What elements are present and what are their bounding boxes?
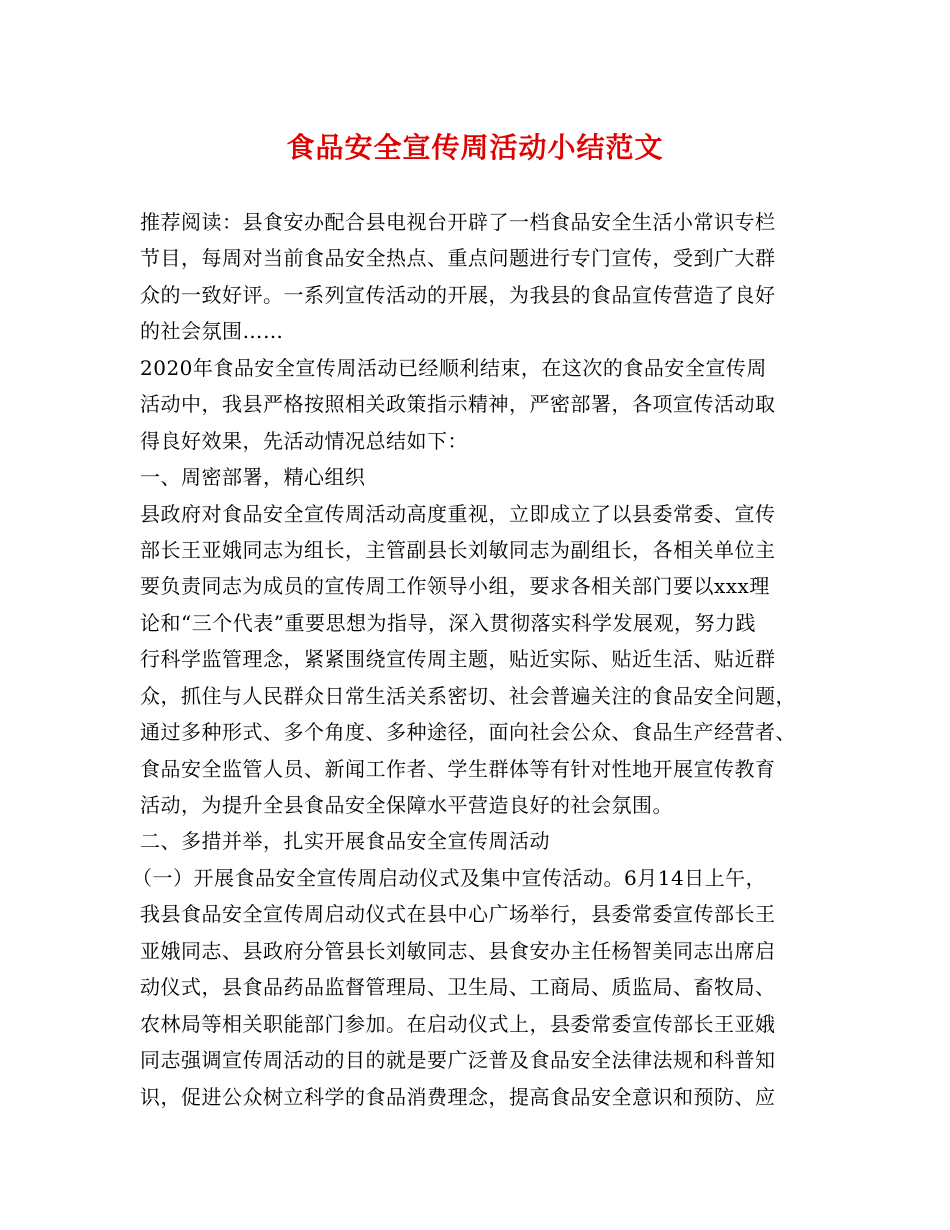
body-line: 亚娥同志、县政府分管县长刘敏同志、县食安办主任杨智美同志出席启 xyxy=(140,938,776,963)
document-body xyxy=(132,204,830,1115)
body-line: 活动中，我县严格按照相关政策指示精神，严密部署，各项宣传活动取 xyxy=(140,392,776,417)
body-line: 部长王亚娥同志为组长，主管副县长刘敏同志为副组长，各相关单位主 xyxy=(140,537,776,562)
body-line: 食品安全监管人员、新闻工作者、学生群体等有针对性地开展宣传教育 xyxy=(140,756,776,781)
body-line: 众，抓住与人民群众日常生活关系密切、社会普遍关注的食品安全问题， xyxy=(140,683,796,708)
section-heading: 二、多措并举，扎实开展食品安全宣传周活动 xyxy=(140,829,550,854)
body-line: 节目，每周对当前食品安全热点、重点问题进行专门宣传，受到广大群 xyxy=(140,246,776,271)
document-title: 食品安全宣传周活动小结范文 xyxy=(286,131,664,164)
body-line: 论和“三个代表”重要思想为指导，深入贯彻落实科学发展观，努力践 xyxy=(140,610,756,635)
body-line: 我县食品安全宣传周启动仪式在县中心广场举行，县委常委宣传部长王 xyxy=(140,902,776,927)
subsection-line: （一）开展食品安全宣传周启动仪式及集中宣传活动。6月14日上午， xyxy=(132,865,767,890)
body-line: 的社会氛围…… xyxy=(140,319,284,344)
body-line: 通过多种形式、多个角度、多种途径，面向社会公众、食品生产经营者、 xyxy=(140,720,796,745)
body-line: 得良好效果，先活动情况总结如下： xyxy=(140,428,468,453)
body-line: 活动，为提升全县食品安全保障水平营造良好的社会氛围。 xyxy=(140,793,673,817)
body-line: 农林局等相关职能部门参加。在启动仪式上，县委常委宣传部长王亚娥 xyxy=(140,1011,776,1036)
body-line: 推荐阅读：县食安办配合县电视台开辟了一档食品安全生活小常识专栏 xyxy=(140,210,776,234)
body-line: 同志强调宣传周活动的目的就是要广泛普及食品安全法律法规和科普知 xyxy=(140,1048,776,1073)
body-line: 县政府对食品安全宣传周活动高度重视，立即成立了以县委常委、宣传 xyxy=(140,501,776,526)
body-line: 动仪式，县食品药品监督管理局、卫生局、工商局、质监局、畜牧局、 xyxy=(140,975,776,1000)
body-line: 要负责同志为成员的宣传周工作领导小组，要求各相关部门要以xxx理 xyxy=(140,574,770,599)
body-line: 众的一致好评。一系列宣传活动的开展，为我县的食品宣传营造了良好 xyxy=(140,282,776,307)
body-line: 行科学监管理念，紧紧围绕宣传周主题，贴近实际、贴近生活、贴近群 xyxy=(140,647,776,672)
body-line: 2020年食品安全宣传周活动已经顺利结束，在这次的食品安全宣传周 xyxy=(140,355,767,380)
body-line: 识，促进公众树立科学的食品消费理念，提高食品安全意识和预防、应 xyxy=(140,1084,776,1109)
section-heading: 一、周密部署，精心组织 xyxy=(140,465,366,490)
